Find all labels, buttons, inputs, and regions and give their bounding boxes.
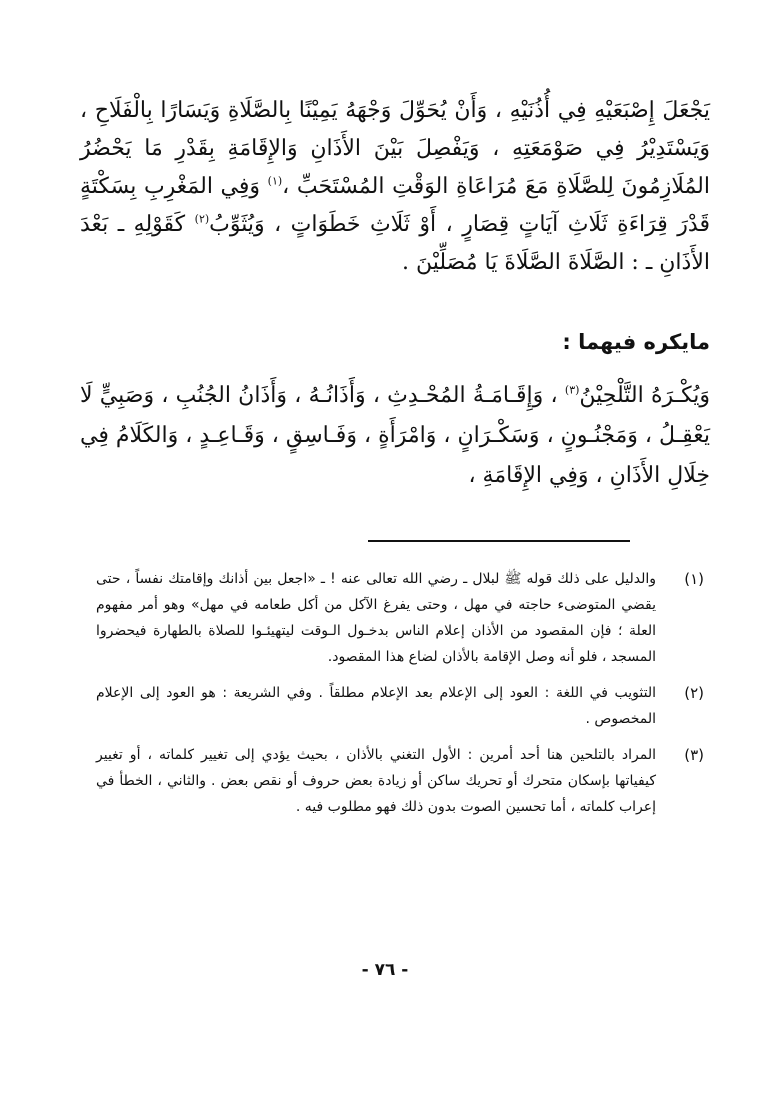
footnote-number: (٣) xyxy=(684,746,704,764)
footnote-3 xyxy=(96,742,704,820)
main-paragraph-continued: وَفِي المَغْرِبِ بِسَكْتَةٍ قَدْرَ قِرَاءَةِ ثَلَاثِ آيَاتٍ قِصَارٍ ، أَوْ ثَلَاثِ خَطَوَاتٍ ، وَيُثَوِّبُ xyxy=(80,174,710,237)
footnote-number: (٢) xyxy=(684,684,704,702)
section-heading: مايكره فيهما : xyxy=(562,330,710,354)
footnote-1 xyxy=(96,566,704,670)
footnote-text: المراد بالتلحين هنا أحد أمرين : الأول التغني بالأذان ، بحيث يؤدي إلى تغيير كلماته ، أو تغيير كيفياتها بإسكان متحرك أو تحريك ساكن أو زيادة بعض حروف أو نقص بعض . والثاني ، الخطأ في إعراب كلماته ، أما تحسين الصوت بدون ذلك فهو مطلوب فيه . xyxy=(96,747,656,815)
page-number: - ٧٦ - xyxy=(361,960,409,980)
footnote-text: التثويب في اللغة : العود إلى الإعلام بعد الإعلام مطلقاً . وفي الشريعة : هو العود إلى الإعلام المخصوص . xyxy=(96,685,656,727)
footnote-text: والدليل على ذلك قوله ﷺ لبلال ـ رضي الله تعالى عنه ! ـ «اجعل بين أذانك وإقامتك نفساً ، حتى يقضي المتوضىء حاجته في مهل ، وحتى يفرغ الآكل من أكل طعامه في مهل» وهو أمر مفهوم العلة ؛ فإن المقصود من الأذان إعلام الناس بدخـول الـوقت ليتهيئـوا للصلاة بالطهارة فيحضروا المسجد ، فلو أنه وصل الإقامة بالأذان لضاع هذا المقصود. xyxy=(96,571,656,665)
main-text xyxy=(80,92,710,282)
section-text-start: وَيُكْـرَهُ التَّلْحِيْنُ xyxy=(579,383,711,408)
footnote-marker-1[interactable]: (١) xyxy=(267,174,283,188)
footnote-number: (١) xyxy=(684,570,704,588)
section-text-rest: ، وَإِقَـامَـةُ المُحْـدِثِ ، وَأَذَانُـهُ ، وَأَذَانُ الجُنُبِ ، وَصَبِيٍّ لَا يَعْقِـلُ ، وَمَجْنُـونٍ ، وَسَكْـرَانٍ ، وَامْرَأَةٍ ، وَفَـاسِقٍ ، وَقَـاعِـدٍ ، وَالكَلَامُ فِي خِلَالِ الأَذَانِ ، وَفِي الإِقَامَةِ ، xyxy=(80,383,710,488)
footnotes xyxy=(96,566,704,830)
main-paragraph-end: كَقَوْلِهِ ـ بَعْدَ الأَذَانِ ـ : الصَّلَاةَ الصَّلَاةَ يَا مُصَلِّيْنَ . xyxy=(80,212,710,275)
main-paragraph-start: يَجْعَلَ إِصْبَعَيْهِ فِي أُذُنَيْهِ ، وَأَنْ يُحَوِّلَ وَجْهَهُ يَمِيْنًا بِالصَّلَاةِ وَيَسَارًا بِالْفَلَاحِ ، وَيَسْتَدِيْرُ فِي صَوْمَعَتِهِ ، وَيَفْصِلَ بَيْنَ الأَذَانِ وَالإِقَامَةِ بِقَدْرِ مَا يَحْضُرُ المُلَازِمُونَ لِلصَّلَاةِ مَعَ مُرَاعَاةِ الوَقْتِ المُسْتَحَبِّ ، xyxy=(80,98,710,199)
footnote-2 xyxy=(96,680,704,732)
footnote-separator xyxy=(368,540,630,542)
footnote-marker-2[interactable]: (٢) xyxy=(194,212,210,226)
main-paragraph xyxy=(80,92,710,282)
footnote-marker-3[interactable]: (٣) xyxy=(564,383,580,397)
section-text xyxy=(80,376,710,496)
